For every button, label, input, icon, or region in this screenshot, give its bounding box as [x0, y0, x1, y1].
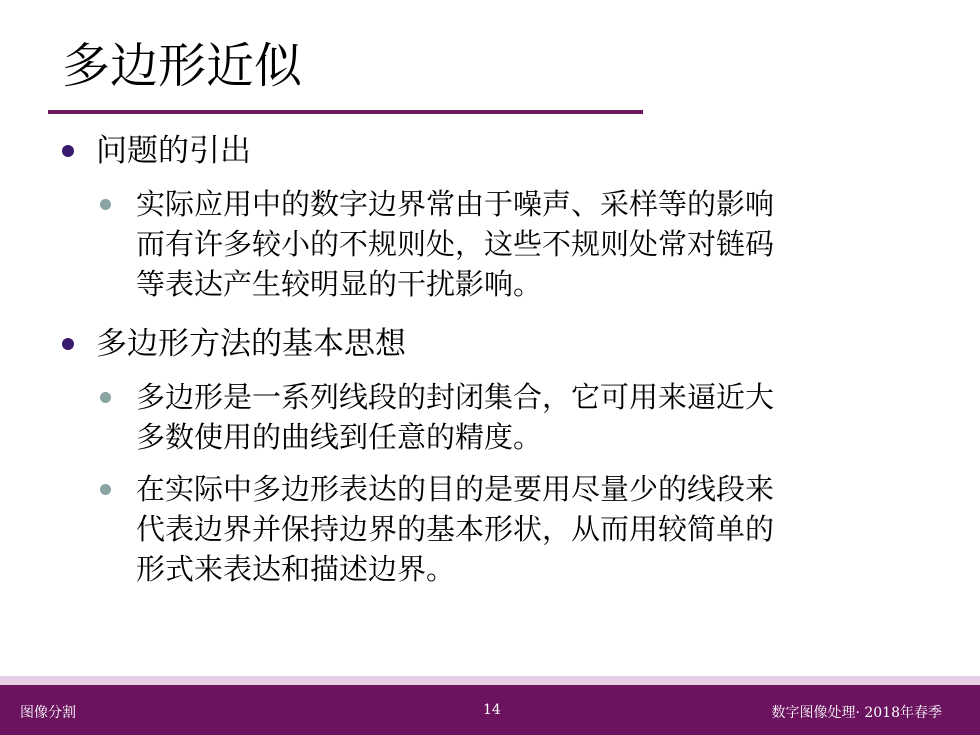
sub-bullet-line: 而有许多较小的不规则处，这些不规则处常对链码: [136, 227, 775, 261]
sub-bullet-line: 多数使用的曲线到任意的精度。: [136, 420, 543, 454]
bullet-item: [96, 130, 251, 172]
footer-accent-band: [0, 676, 980, 685]
bullet-dot-icon: [62, 338, 74, 350]
footer-course-label: 数字图像处理· 2018年春季: [771, 705, 942, 721]
bullet-text: 多边形方法的基本思想: [96, 326, 406, 362]
sub-bullet-line: 代表边界并保持边界的基本形状，从而用较简单的: [136, 512, 775, 546]
sub-bullet-item: [136, 377, 926, 457]
footer-page-number: 14: [483, 702, 501, 718]
slide-footer: [0, 685, 980, 735]
slide-title: 多边形近似: [62, 38, 303, 94]
bullet-dot-icon: [62, 145, 74, 157]
sub-bullet-line: 形式来表达和描述边界。: [136, 552, 456, 586]
sub-bullet-item: [136, 469, 926, 589]
sub-bullet-dot-icon: [100, 392, 111, 403]
sub-bullet-dot-icon: [100, 484, 111, 495]
bullet-text: 问题的引出: [96, 133, 251, 169]
bullet-item: [96, 323, 406, 365]
sub-bullet-line: 在实际中多边形表达的目的是要用尽量少的线段来: [136, 472, 775, 506]
sub-bullet-line: 多边形是一系列线段的封闭集合，它可用来逼近大: [136, 380, 775, 414]
sub-bullet-line: 等表达产生较明显的干扰影响。: [136, 267, 543, 301]
sub-bullet-item: [136, 184, 926, 304]
sub-bullet-line: 实际应用中的数字边界常由于噪声、采样等的影响: [136, 187, 775, 221]
footer-section-label: 图像分割: [20, 705, 76, 721]
sub-bullet-dot-icon: [100, 199, 111, 210]
title-underline: [48, 110, 643, 114]
